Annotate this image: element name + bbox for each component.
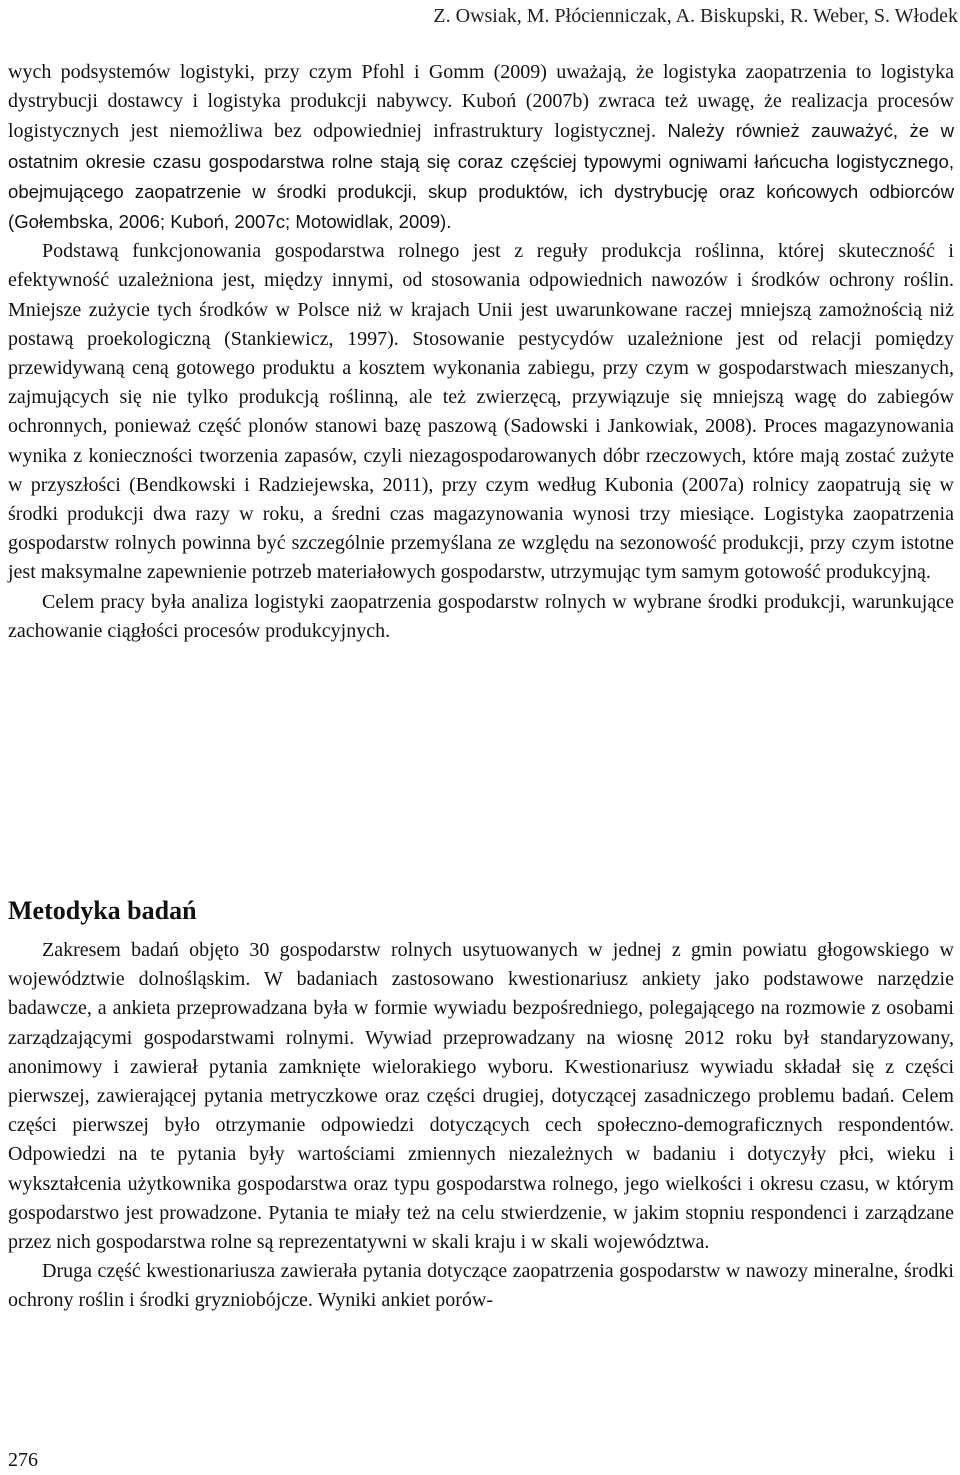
methods-paragraph-1: Zakresem badań objęto 30 gospodarstw rolnych usytuowanych w jednej z gmin powiatu głogowskiego w województwie dolnośląskim. W badaniach zastosowano kwestionariusz ankiety jako podstawowe narzędzie badawcze, a ankieta przeprowadzana była w formie wywiadu bezpośredniego, polegającego na rozmowie z osobami zarządzającymi gospodarstwami rolnymi. Wywiad przeprowadzany na wiosnę 2012 roku był standaryzowany, anonimowy i zawierał pytania zamknięte wielorakiego wyboru. Kwestionariusz wywiadu składał się z części pierwszej, zawierającej pytania metryczkowe oraz części drugiej, dotyczącej zasadniczego problemu badań. Celem części pierwszej było otrzymanie odpowiedzi dotyczących cech społeczno-demograficznych respondentów. Odpowiedzi na te pytania były wartościami zmiennych niezależnych w badaniu i dotyczyły płci, wieku i wykształcenia użytkownika gospodarstwa oraz typu gospodarstwa rolnego, jego wielkości i okresu czasu, w którym gospodarstwo jest prowadzone. Pytania te miały też na celu stwierdzenie, w jakim stopniu respondenci i zarządzane przez nich gospodarstwa rolne są reprezentatywni w skali kraju i w skali województwa. <box>8 939 954 1254</box>
methods-section <box>8 936 954 1316</box>
page-number: 276 <box>8 1449 38 1471</box>
intro-paragraph-2: Podstawą funkcjonowania gospodarstwa rolnego jest z reguły produkcja roślinna, której skuteczność i efektywność uzależniona jest, między innymi, od stosowania odpowiednich nawozów i środków ochrony roślin. Mniejsze zużycie tych środków w Polsce niż w krajach Unii jest uwarunkowane raczej mniejszą zamożnością niż postawą proekologiczną (Stankiewicz, 1997). Stosowanie pestycydów uzależnione jest od relacji pomiędzy przewidywaną ceną gotowego produktu a kosztem wykonania zabiegu, przy czym w gospodarstwach mieszanych, zajmujących się nie tylko produkcją roślinną, ale też zwierzęcą, przywiązuje się mniejszą wagę do zabiegów ochronnych, ponieważ część plonów stanowi bazę paszową (Sadowski i Jankowiak, 2008). Proces magazynowania wynika z konieczności tworzenia zapasów, czyli niezagospodarowanych dóbr rzeczowych, które mają zostać zużyte w przyszłości (Bendkowski i Radziejewska, 2011), przy czym według Kubonia (2007a) rolnicy zaopatrują się w środki produkcji dwa razy w roku, a średni czas magazynowania wynosi trzy miesiące. Logistyka zaopatrzenia gospodarstw rolnych powinna być szczególnie przemyślana ze względu na sezonowość produkcji, przy czym istotne jest maksymalne zapewnienie potrzeb materiałowych gospodarstw, utrzymując tym samym gotowość produkcyjną. <box>8 240 954 584</box>
methods-paragraph-2: Druga część kwestionariusza zawierała pytania dotyczące zaopatrzenia gospodarstw w nawozy mineralne, środki ochrony roślin i środki gryzniobójcze. Wyniki ankiet porów- <box>8 1260 954 1312</box>
intro-paragraph-1-serif: wych podsystemów logistyki, przy czym Pfohl i Gomm (2009) uważają, że logistyka zaopatrzenia to logistyka dystrybucji dostawcy i logistyka produkcji nabywcy. Kuboń (2007b) zwraca też uwagę, że realizacja procesów logistycznych jest niemożliwa bez odpowiedniej infrastruktury logistycznej. <box>8 61 954 143</box>
intro-section <box>8 58 954 646</box>
intro-paragraph-3: Celem pracy była analiza logistyki zaopatrzenia gospodarstw rolnych w wybrane środki produkcji, warunkujące zachowanie ciągłości procesów produkcyjnych. <box>8 590 954 642</box>
intro-paragraph-1 <box>8 58 954 237</box>
running-header: Z. Owsiak, M. Płócienniczak, A. Biskupski, R. Weber, S. Włodek <box>433 5 958 27</box>
section-title: Metodyka badań <box>8 895 197 925</box>
intro-paragraph-1-sans: Należy również zauważyć, że w ostatnim okresie czasu gospodarstwa rolne stają się coraz częściej typowymi ogniwami łańcucha logistycznego, obejmującego zaopatrzenie w środki produkcji, skup produktów, ich dystrybucję oraz końcowych odbiorców (Gołembska, 2006; Kuboń, 2007c; Motowidlak, 2009). <box>8 120 954 233</box>
